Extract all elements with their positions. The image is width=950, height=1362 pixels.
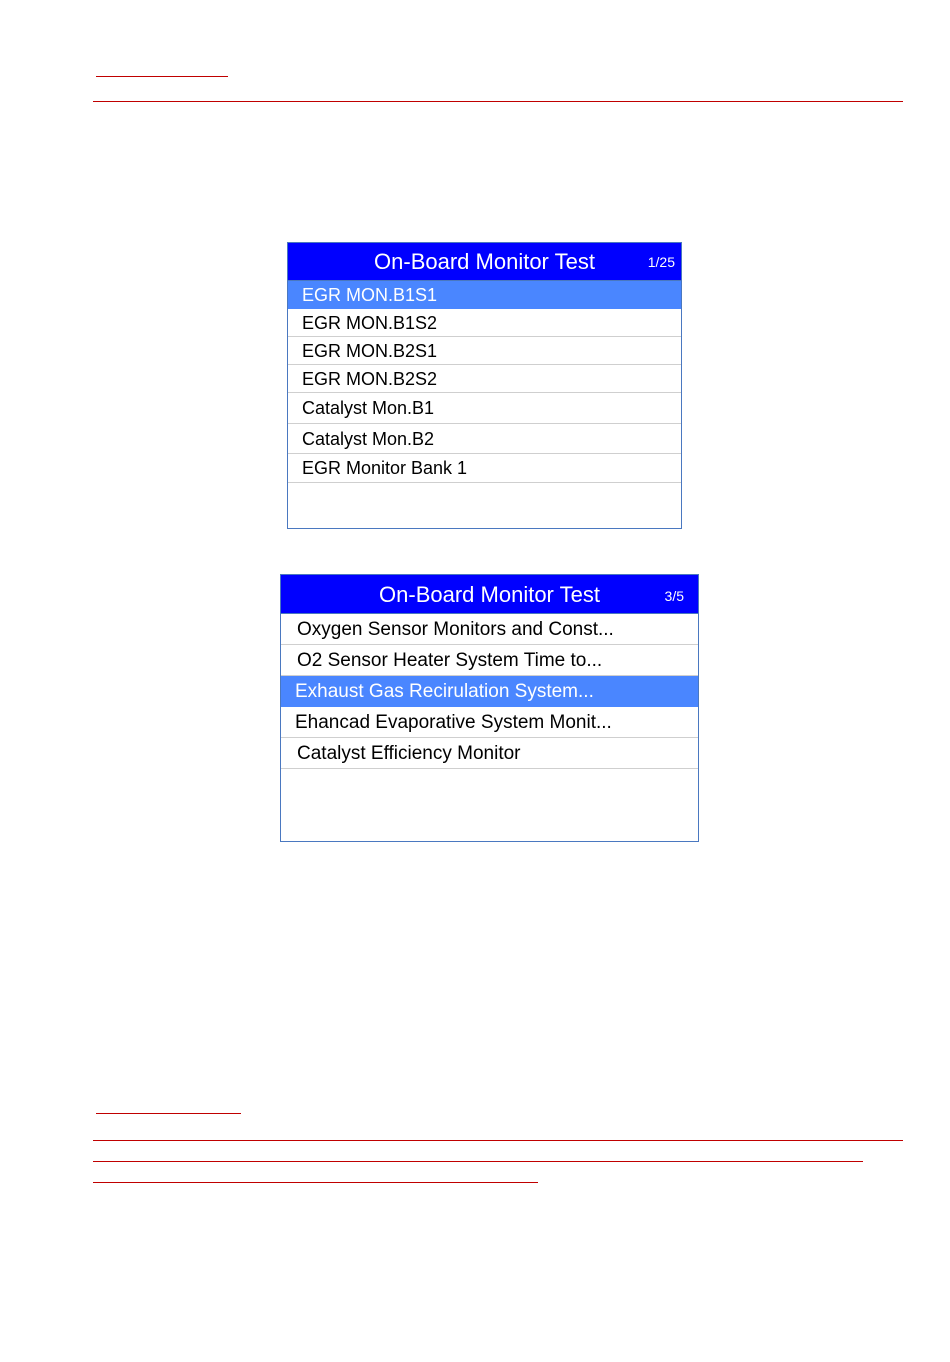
menu-item[interactable]: Oxygen Sensor Monitors and Const...	[281, 614, 698, 645]
bottom-rule-1	[93, 1140, 903, 1141]
bottom-short-rule	[96, 1113, 241, 1114]
menu-item[interactable]: Catalyst Mon.B2	[288, 424, 681, 454]
menu-item[interactable]: O2 Sensor Heater System Time to...	[281, 645, 698, 676]
screen-header	[281, 575, 698, 614]
monitor-test-screen-1	[287, 242, 682, 529]
screen-header	[288, 243, 681, 281]
menu-item[interactable]: EGR MON.B2S1	[288, 337, 681, 365]
menu-item[interactable]: EGR MON.B1S2	[288, 309, 681, 337]
menu-item[interactable]: Catalyst Efficiency Monitor	[281, 738, 698, 769]
menu-list	[288, 281, 681, 483]
bottom-rule-3	[93, 1182, 538, 1183]
menu-item-selected[interactable]: EGR MON.B1S1	[288, 281, 681, 309]
menu-item[interactable]: EGR MON.B2S2	[288, 365, 681, 393]
menu-item[interactable]: Ehancad Evaporative System Monit...	[281, 707, 698, 738]
menu-item[interactable]: EGR Monitor Bank 1	[288, 454, 681, 483]
page-indicator: 1/25	[647, 254, 675, 270]
screen-title: On-Board Monitor Test	[374, 249, 595, 274]
page-indicator: 3/5	[664, 588, 684, 604]
top-short-rule	[96, 76, 228, 77]
top-long-rule	[93, 101, 903, 102]
menu-list	[281, 614, 698, 769]
menu-item[interactable]: Catalyst Mon.B1	[288, 393, 681, 424]
screen-title: On-Board Monitor Test	[379, 582, 600, 607]
menu-item-selected[interactable]: Exhaust Gas Recirulation System...	[281, 676, 698, 707]
monitor-test-screen-2	[280, 574, 699, 842]
bottom-rule-2	[93, 1161, 863, 1162]
